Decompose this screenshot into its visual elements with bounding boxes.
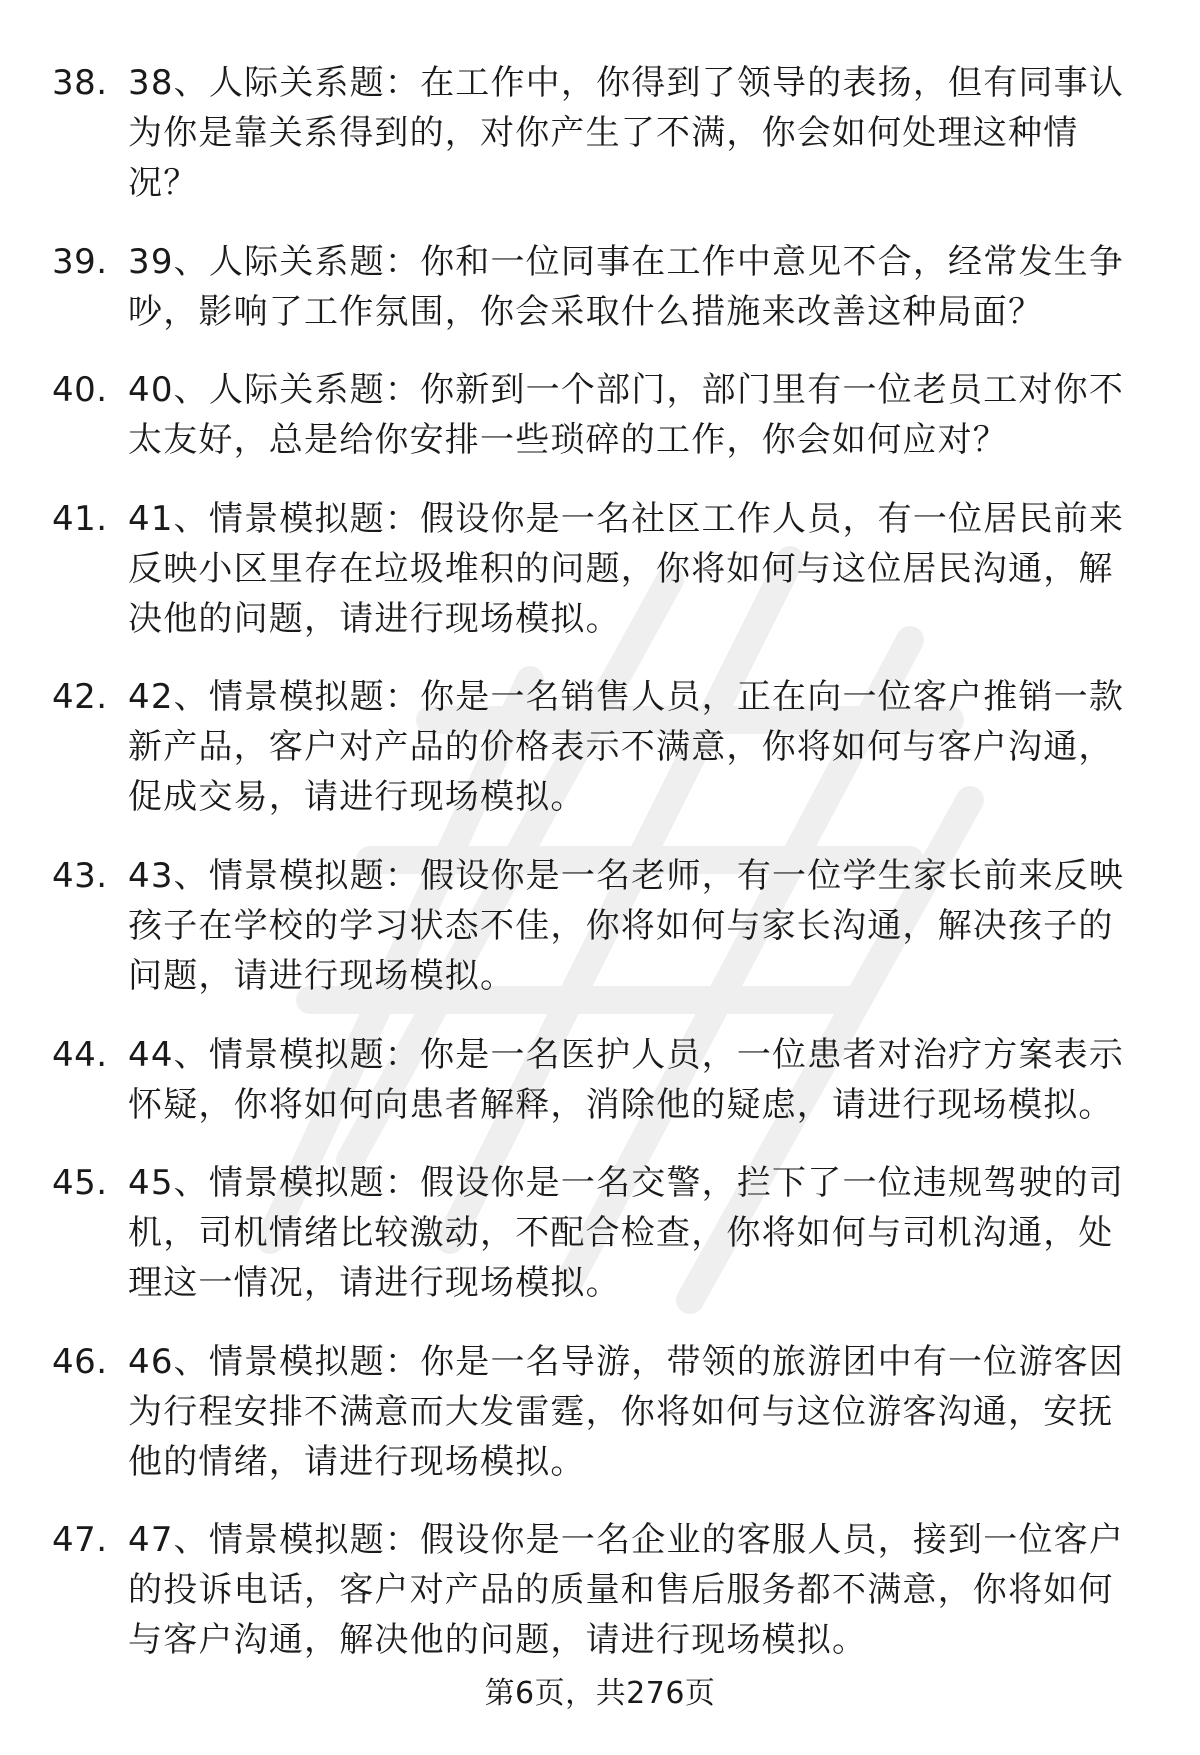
question-text: 39、人际关系题：你和一位同事在工作中意见不合，经常发生争吵，影响了工作氛围，你会采取什么措施来改善这种局面？ [128,241,1125,332]
question-number: 45. [52,1163,108,1204]
question-number: 46. [52,1341,108,1382]
question-number: 41. [52,498,108,539]
question-number: 38. [52,63,108,103]
question-number: 39. [52,241,108,282]
page-footer: 第6页，共276页 [484,1676,716,1711]
question-text: 46、情景模拟题：你是一名导游，带领的旅游团中有一位游客因为行程安排不满意而大发雷霆，你将如何与这位游客沟通，安抚他的情绪，请进行现场模拟。 [128,1341,1125,1482]
question-item-45 [0,1158,1200,1308]
question-item-42 [0,672,1200,822]
question-number: 44. [52,1034,108,1075]
question-list [0,58,1200,1694]
question-item-44 [0,1030,1200,1130]
question-text: 40、人际关系题：你新到一个部门，部门里有一位老员工对你不太友好，总是给你安排一些琐碎的工作，你会如何应对？ [128,370,1125,461]
question-text: 38、人际关系题：在工作中，你得到了领导的表扬，但有同事认为你是靠关系得到的，对你产生了不满，你会如何处理这种情况？ [128,63,1125,203]
question-item-40 [0,365,1200,465]
question-item-43 [0,851,1200,1001]
question-item-46 [0,1337,1200,1487]
question-number: 47. [52,1520,108,1561]
question-item-47 [0,1515,1200,1665]
question-number: 40. [52,370,108,411]
question-text: 43、情景模拟题：假设你是一名老师，有一位学生家长前来反映孩子在学校的学习状态不佳，你将如何与家长沟通，解决孩子的问题，请进行现场模拟。 [128,855,1125,996]
question-item-38 [0,58,1200,208]
question-number: 43. [52,855,108,896]
question-item-39 [0,237,1200,337]
question-number: 42. [52,677,108,718]
question-text: 41、情景模拟题：假设你是一名社区工作人员，有一位居民前来反映小区里存在垃圾堆积的问题，你将如何与这位居民沟通，解决他的问题，请进行现场模拟。 [128,498,1125,639]
question-text: 45、情景模拟题：假设你是一名交警，拦下了一位违规驾驶的司机，司机情绪比较激动，不配合检查，你将如何与司机沟通，处理这一情况，请进行现场模拟。 [128,1163,1125,1304]
question-text: 42、情景模拟题：你是一名销售人员，正在向一位客户推销一款新产品，客户对产品的价格表示不满意，你将如何与客户沟通，促成交易，请进行现场模拟。 [128,677,1125,818]
question-text: 44、情景模拟题：你是一名医护人员，一位患者对治疗方案表示怀疑，你将如何向患者解释，消除他的疑虑，请进行现场模拟。 [128,1034,1125,1125]
question-item-41 [0,494,1200,644]
question-text: 47、情景模拟题：假设你是一名企业的客服人员，接到一位客户的投诉电话，客户对产品的质量和售后服务都不满意，你将如何与客户沟通，解决他的问题，请进行现场模拟。 [128,1520,1125,1661]
